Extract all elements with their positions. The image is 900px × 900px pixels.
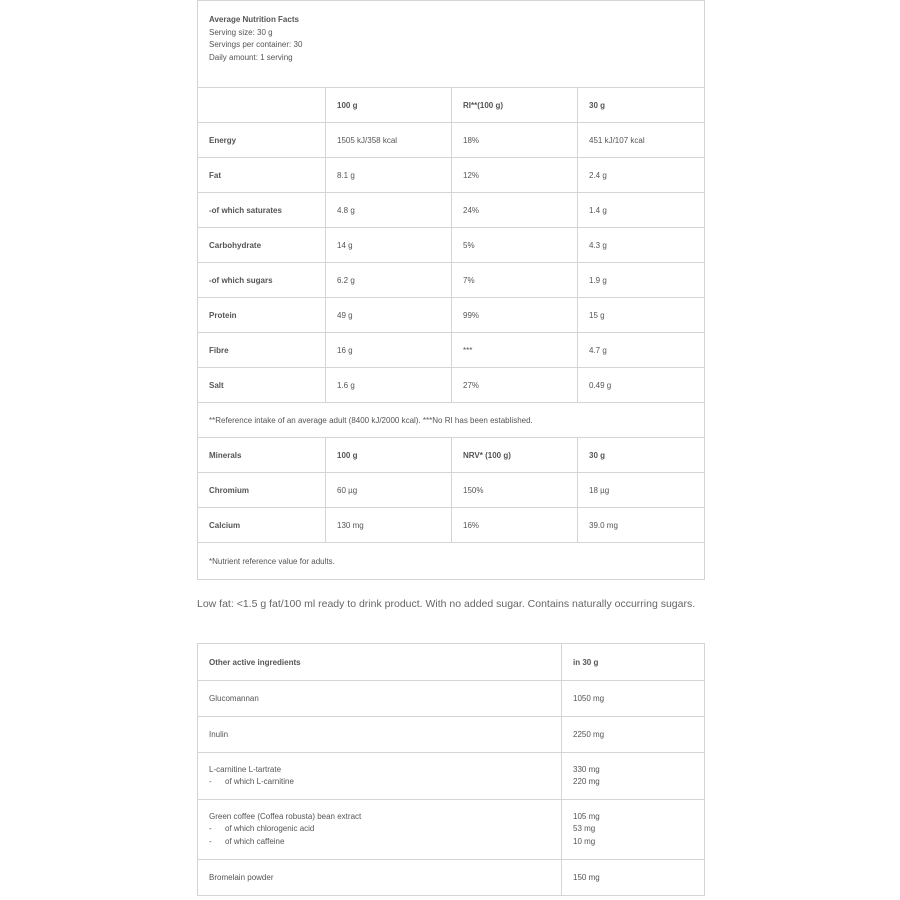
nrv-footnote: *Nutrient reference value for adults. (198, 543, 705, 580)
header-cell (198, 88, 326, 123)
mineral-name: Calcium (198, 508, 326, 543)
nutrient-name: Salt (198, 368, 326, 403)
table-cell: 130 mg (326, 508, 452, 543)
table-row (198, 800, 705, 860)
table-cell: 4.7 g (578, 333, 705, 368)
table-row (198, 508, 705, 543)
nutrient-name: Carbohydrate (198, 228, 326, 263)
nutrition-facts-table (197, 0, 705, 580)
ingredient-name-cell (198, 753, 562, 800)
nutrient-name: -of which saturates (198, 193, 326, 228)
table-row (198, 228, 705, 263)
ingredient-name: Glucomannan (198, 681, 562, 717)
ingredient-amount: 2250 mg (562, 717, 705, 753)
ingredient-name-cell (198, 800, 562, 860)
nutrient-name: Fat (198, 158, 326, 193)
table-row (198, 158, 705, 193)
table-cell: 1.9 g (578, 263, 705, 298)
ingredient-name: L-carnitine L-tartrate (209, 765, 282, 774)
table-cell: 99% (452, 298, 578, 333)
servings-per-container: Servings per container: 30 (209, 40, 303, 49)
table-cell: 150% (452, 473, 578, 508)
table-row (198, 473, 705, 508)
header-cell: Other active ingredients (198, 644, 562, 681)
table-cell: 15 g (578, 298, 705, 333)
table-cell: 24% (452, 193, 578, 228)
ingredient-subitem-amount: 53 mg (573, 824, 596, 834)
table-cell: 0.49 g (578, 368, 705, 403)
table-cell: 1.6 g (326, 368, 452, 403)
table-cell: 451 kJ/107 kcal (578, 123, 705, 158)
ingredient-subitem-label: of which L-carnitine (225, 777, 294, 786)
ingredient-amount: 105 mg (573, 811, 600, 821)
nutrient-name: Fibre (198, 333, 326, 368)
header-cell: Minerals (198, 438, 326, 473)
table-cell: 60 µg (326, 473, 452, 508)
header-cell: 100 g (326, 438, 452, 473)
table-row (198, 333, 705, 368)
ingredient-amount-cell (562, 800, 705, 860)
table-cell: 16 g (326, 333, 452, 368)
facts-cell (198, 1, 705, 88)
header-cell: 30 g (578, 438, 705, 473)
minerals-header-row (198, 438, 705, 473)
facts-title: Average Nutrition Facts (209, 15, 299, 24)
daily-amount: Daily amount: 1 serving (209, 52, 293, 62)
table-cell: 12% (452, 158, 578, 193)
table-cell: 39.0 mg (578, 508, 705, 543)
table-cell: 6.2 g (326, 263, 452, 298)
ingredient-name: Inulin (198, 717, 562, 753)
nrv-note-row (198, 543, 705, 580)
ingredient-subitem: - of which chlorogenic acid (209, 824, 315, 834)
ingredient-name: Bromelain powder (198, 860, 562, 896)
ingredient-subitem: - of which caffeine (209, 836, 285, 846)
table-row (198, 860, 705, 896)
table-cell: 27% (452, 368, 578, 403)
table-cell: 7% (452, 263, 578, 298)
column-header-row (198, 88, 705, 123)
serving-size: Serving size: 30 g (209, 27, 273, 37)
ingredient-amount: 1050 mg (562, 681, 705, 717)
table-row (198, 263, 705, 298)
mineral-name: Chromium (198, 473, 326, 508)
header-cell: NRV* (100 g) (452, 438, 578, 473)
nutrient-name: -of which sugars (198, 263, 326, 298)
table-row (198, 123, 705, 158)
table-cell: 1505 kJ/358 kcal (326, 123, 452, 158)
table-cell: 18 µg (578, 473, 705, 508)
ri-footnote: **Reference intake of an average adult (8400 kJ/2000 kcal). ***No RI has been established. (198, 403, 705, 438)
ingredient-subitem: - of which L-carnitine (209, 777, 294, 786)
table-row (198, 368, 705, 403)
nutrient-name: Energy (198, 123, 326, 158)
table-cell: 8.1 g (326, 158, 452, 193)
table-cell: 4.8 g (326, 193, 452, 228)
table-cell: 5% (452, 228, 578, 263)
nutrient-name: Protein (198, 298, 326, 333)
nutrition-claim-text: Low fat: <1.5 g fat/100 ml ready to drink product. With no added sugar. Contains naturally occurring sugars. (197, 598, 696, 610)
header-cell: RI**(100 g) (452, 88, 578, 123)
header-cell: in 30 g (562, 644, 705, 681)
ingredient-name: Green coffee (Coffea robusta) bean extract (209, 811, 362, 821)
table-row (198, 681, 705, 717)
ingredient-amount: 330 mg (573, 765, 600, 774)
facts-header-row (198, 1, 705, 88)
table-cell: 2.4 g (578, 158, 705, 193)
ingredients-header-row (198, 644, 705, 681)
table-row (198, 298, 705, 333)
ingredient-subitem-label: of which caffeine (225, 836, 285, 846)
active-ingredients-table (197, 643, 705, 896)
header-cell: 30 g (578, 88, 705, 123)
table-cell: 14 g (326, 228, 452, 263)
table-cell: 4.3 g (578, 228, 705, 263)
ingredient-subitem-label: of which chlorogenic acid (225, 824, 315, 834)
table-cell: 16% (452, 508, 578, 543)
ingredient-amount-cell (562, 753, 705, 800)
table-row (198, 717, 705, 753)
ingredient-subitem-amount: 10 mg (573, 836, 596, 846)
table-row (198, 193, 705, 228)
header-cell: 100 g (326, 88, 452, 123)
table-cell: 49 g (326, 298, 452, 333)
table-row (198, 753, 705, 800)
table-cell: *** (452, 333, 578, 368)
ingredient-subitem-amount: 220 mg (573, 777, 600, 786)
table-cell: 18% (452, 123, 578, 158)
ingredient-amount: 150 mg (562, 860, 705, 896)
table-cell: 1.4 g (578, 193, 705, 228)
ri-note-row (198, 403, 705, 438)
